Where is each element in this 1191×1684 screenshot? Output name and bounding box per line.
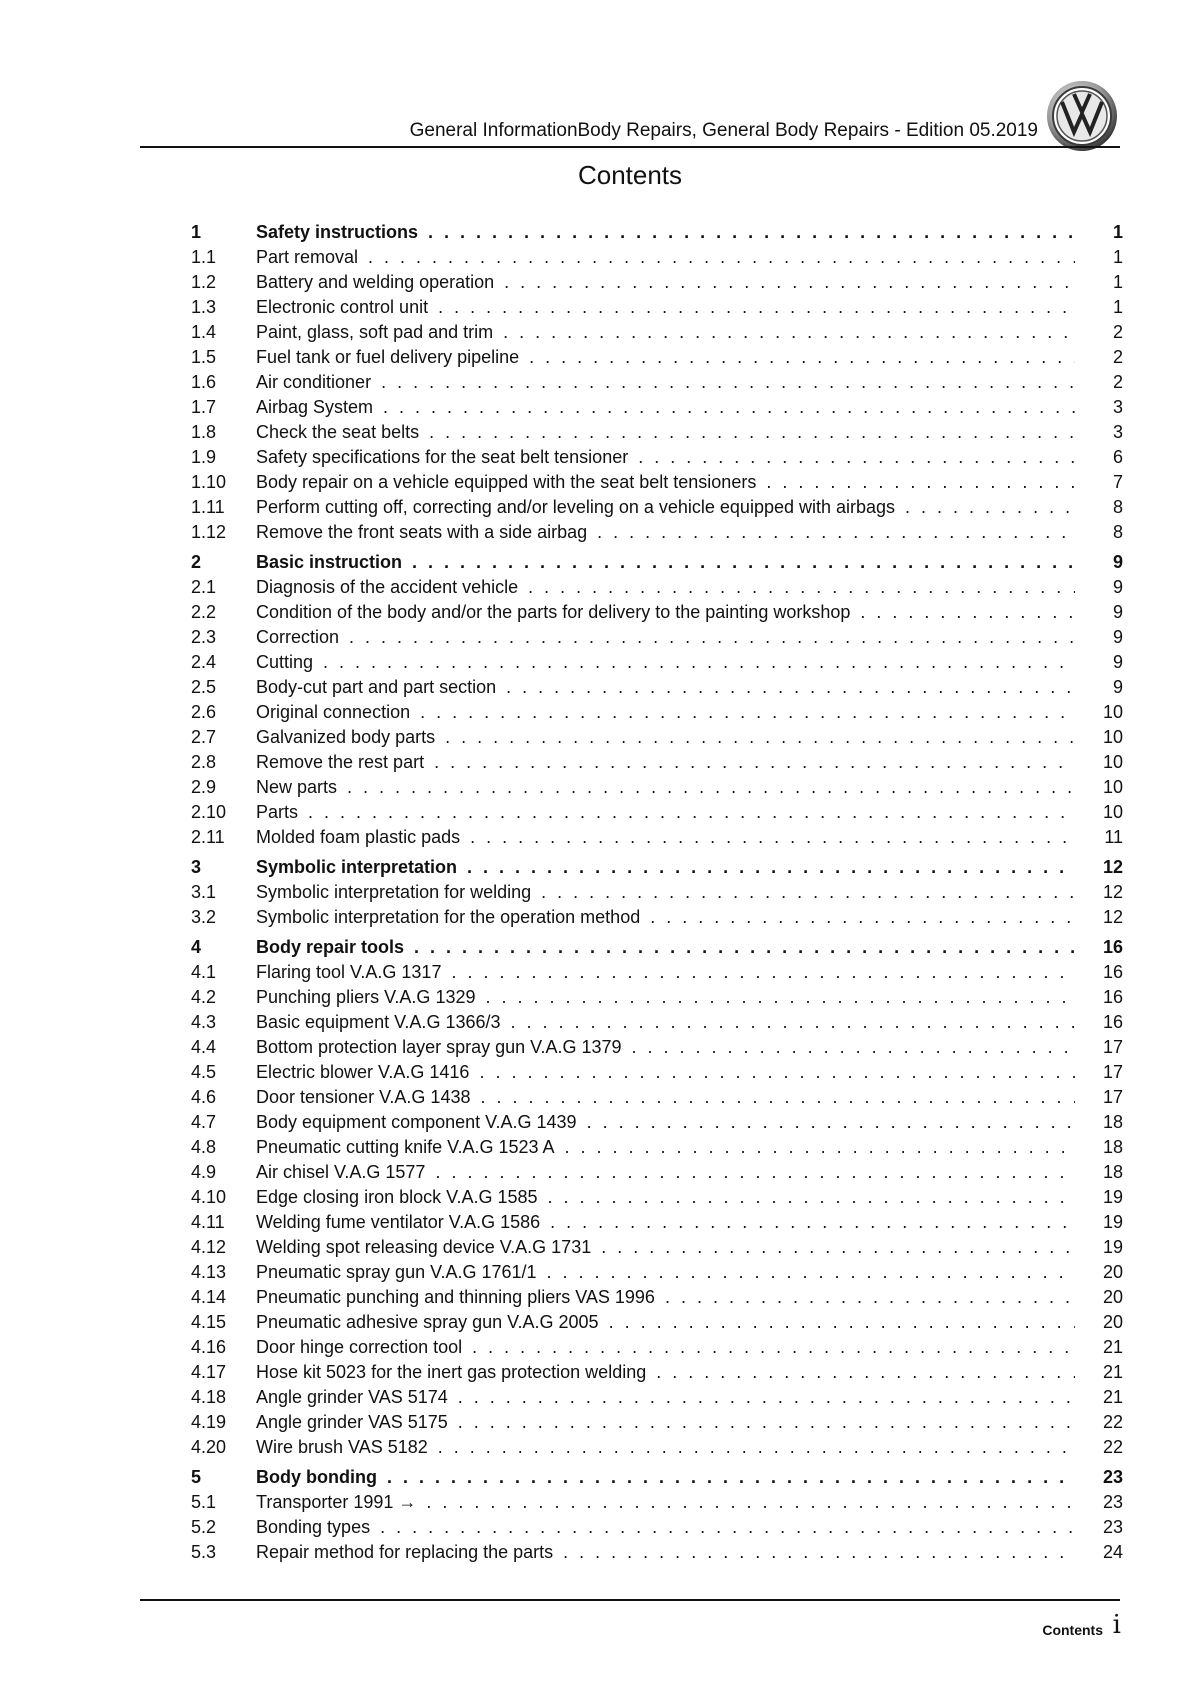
toc-entry-row[interactable] bbox=[191, 985, 1123, 1010]
toc-page-number: 17 bbox=[1102, 1037, 1123, 1057]
toc-entry-title: Pneumatic spray gun V.A.G 1761/1 bbox=[256, 1262, 537, 1282]
toc-page-number: 18 bbox=[1102, 1162, 1123, 1182]
toc-page-number: 16 bbox=[1102, 987, 1123, 1007]
toc-page-number: 1 bbox=[1112, 247, 1123, 267]
toc-entry-title: Diagnosis of the accident vehicle bbox=[256, 577, 519, 597]
toc-entry-row[interactable] bbox=[191, 470, 1123, 495]
toc-dot-leader bbox=[323, 650, 1075, 675]
toc-page-number: 19 bbox=[1102, 1187, 1123, 1207]
toc-entry-title: Bottom protection layer spray gun V.A.G 1379 bbox=[256, 1037, 622, 1057]
toc-entry-title: Airbag System bbox=[256, 397, 374, 417]
toc-dot-leader bbox=[381, 370, 1075, 395]
toc-entry-title: Fuel tank or fuel delivery pipeline bbox=[256, 347, 520, 367]
toc-entry-row[interactable] bbox=[191, 1060, 1123, 1085]
toc-entry-number: 2.11 bbox=[191, 827, 225, 847]
toc-entry-row[interactable] bbox=[191, 600, 1123, 625]
toc-page-number: 1 bbox=[1112, 272, 1123, 292]
toc-page-number: 22 bbox=[1102, 1437, 1123, 1457]
toc-page-number: 23 bbox=[1102, 1492, 1123, 1512]
toc-entry-number: 4 bbox=[191, 937, 202, 957]
toc-dot-leader bbox=[766, 470, 1075, 495]
toc-entry-number: 4.8 bbox=[191, 1137, 217, 1157]
toc-entry-number: 4.20 bbox=[191, 1437, 227, 1457]
toc-dot-leader bbox=[470, 825, 1075, 850]
toc-entry-number: 4.12 bbox=[191, 1237, 227, 1257]
toc-dot-leader bbox=[504, 270, 1075, 295]
toc-dot-leader bbox=[451, 960, 1075, 985]
toc-dot-leader bbox=[438, 295, 1075, 320]
toc-entry-title: Symbolic interpretation for welding bbox=[256, 882, 532, 902]
toc-entry-number: 2.5 bbox=[191, 677, 217, 697]
toc-entry-number: 4.14 bbox=[191, 1287, 227, 1307]
toc-entry-title: Door hinge correction tool bbox=[256, 1337, 463, 1357]
toc-entry-number: 4.3 bbox=[191, 1012, 217, 1032]
toc-dot-leader bbox=[541, 880, 1075, 905]
toc-entry-title: Perform cutting off, correcting and/or leveling on a vehicle equipped with airbags bbox=[256, 497, 896, 517]
toc-entry-number: 2.10 bbox=[191, 802, 227, 822]
toc-entry-number: 4.1 bbox=[191, 962, 217, 982]
toc-page-number: 10 bbox=[1102, 702, 1123, 722]
toc-entry-number: 4.10 bbox=[191, 1187, 227, 1207]
toc-dot-leader bbox=[426, 1490, 1075, 1515]
toc-page-number: 17 bbox=[1102, 1062, 1123, 1082]
toc-entry-number: 5 bbox=[191, 1467, 202, 1487]
toc-dot-leader bbox=[368, 245, 1075, 270]
toc-entry-title: Pneumatic punching and thinning pliers VAS 1996 bbox=[256, 1287, 655, 1307]
page-title: Contents bbox=[577, 160, 683, 190]
toc-entry-number: 5.2 bbox=[191, 1517, 217, 1537]
toc-entry-row[interactable] bbox=[191, 520, 1123, 545]
toc-entry-row[interactable] bbox=[191, 625, 1123, 650]
toc-dot-leader bbox=[347, 775, 1075, 800]
toc-dot-leader bbox=[656, 1360, 1075, 1385]
toc-entry-title: Basic instruction bbox=[256, 552, 403, 572]
toc-entry-title: Body repair on a vehicle equipped with the seat belt tensioners bbox=[256, 472, 757, 492]
toc-dot-leader bbox=[445, 725, 1075, 750]
toc-dot-leader bbox=[458, 1410, 1075, 1435]
toc-entry-number: 1.3 bbox=[191, 297, 217, 317]
toc-entry-title: Symbolic interpretation for the operation method bbox=[256, 907, 641, 927]
toc-dot-leader bbox=[550, 1210, 1075, 1235]
toc-entry-row[interactable] bbox=[191, 825, 1123, 850]
toc-entry-number: 1.1 bbox=[191, 247, 217, 267]
toc-entry-row[interactable] bbox=[191, 650, 1123, 675]
toc-page-number: 11 bbox=[1104, 827, 1123, 847]
toc-entry-number: 1.7 bbox=[191, 397, 217, 417]
toc-entry-title: Body equipment component V.A.G 1439 bbox=[256, 1112, 577, 1132]
toc-page-number: 12 bbox=[1102, 857, 1123, 877]
toc-entry-number: 1.11 bbox=[191, 497, 225, 517]
toc-page-number: 8 bbox=[1112, 497, 1123, 517]
toc-entry-number: 2.1 bbox=[191, 577, 217, 597]
toc-page-number: 21 bbox=[1102, 1387, 1123, 1407]
toc-entry-row[interactable] bbox=[191, 960, 1123, 985]
toc-dot-leader bbox=[650, 905, 1075, 930]
toc-dot-leader bbox=[860, 600, 1075, 625]
toc-dot-leader bbox=[349, 625, 1075, 650]
toc-entry-title: Body bonding bbox=[256, 1467, 377, 1487]
toc-page-number: 9 bbox=[1112, 552, 1123, 572]
toc-entry-row[interactable] bbox=[191, 1035, 1123, 1060]
toc-entry-title: Condition of the body and/or the parts for delivery to the painting workshop bbox=[256, 602, 851, 622]
toc-entry-number: 1 bbox=[191, 222, 202, 242]
toc-dot-leader bbox=[587, 1110, 1075, 1135]
toc-dot-leader bbox=[479, 1060, 1075, 1085]
toc-entry-row[interactable] bbox=[191, 675, 1123, 700]
toc-entry-number: 4.18 bbox=[191, 1387, 227, 1407]
toc-entry-number: 2.6 bbox=[191, 702, 217, 722]
toc-entry-row[interactable] bbox=[191, 1515, 1123, 1540]
toc-entry-row[interactable] bbox=[191, 700, 1123, 725]
toc-dot-leader bbox=[609, 1310, 1075, 1335]
toc-page-number: 9 bbox=[1112, 677, 1123, 697]
toc-page-number: 21 bbox=[1102, 1337, 1123, 1357]
toc-entry-title: Pneumatic cutting knife V.A.G 1523 A bbox=[256, 1137, 555, 1157]
toc-entry-number: 1.6 bbox=[191, 372, 217, 392]
toc-dot-leader bbox=[387, 1465, 1075, 1490]
toc-chapter-row[interactable] bbox=[191, 855, 1123, 880]
toc-page-number: 17 bbox=[1102, 1087, 1123, 1107]
toc-dot-leader bbox=[429, 420, 1075, 445]
toc-entry-row[interactable] bbox=[191, 1235, 1123, 1260]
toc-entry-row[interactable] bbox=[191, 1210, 1123, 1235]
toc-entry-row[interactable] bbox=[191, 1085, 1123, 1110]
toc-entry-title: Paint, glass, soft pad and trim bbox=[256, 322, 494, 342]
toc-entry-number: 1.2 bbox=[191, 272, 217, 292]
toc-dot-leader bbox=[563, 1540, 1075, 1565]
toc-entry-row[interactable] bbox=[191, 1310, 1123, 1335]
toc-chapter-row[interactable] bbox=[191, 550, 1123, 575]
toc-entry-number: 2.9 bbox=[191, 777, 217, 797]
toc-entry-row[interactable] bbox=[191, 1110, 1123, 1135]
toc-entry-number: 4.4 bbox=[191, 1037, 217, 1057]
toc-entry-row[interactable] bbox=[191, 495, 1123, 520]
toc-page-number: 23 bbox=[1102, 1467, 1123, 1487]
toc-page-number: 18 bbox=[1102, 1137, 1123, 1157]
toc-entry-row[interactable] bbox=[191, 1260, 1123, 1285]
document-header: General InformationBody Repairs, General Body Repairs - Edition 05.2019 bbox=[409, 120, 1038, 141]
toc-entry-row[interactable] bbox=[191, 320, 1123, 345]
toc-entry-title: Edge closing iron block V.A.G 1585 bbox=[256, 1187, 538, 1207]
toc-entry-title: Galvanized body parts bbox=[256, 727, 436, 747]
toc-entry-title: Parts bbox=[256, 802, 299, 822]
toc-entry-number: 4.9 bbox=[191, 1162, 217, 1182]
toc-entry-title: Symbolic interpretation bbox=[256, 857, 458, 877]
toc-entry-number: 4.6 bbox=[191, 1087, 217, 1107]
toc-page-number: 20 bbox=[1102, 1262, 1123, 1282]
toc-dot-leader bbox=[529, 345, 1075, 370]
toc-page-number: 22 bbox=[1102, 1412, 1123, 1432]
toc-page-number: 8 bbox=[1112, 522, 1123, 542]
toc-entry-number: 1.12 bbox=[191, 522, 227, 542]
footer-page-number: i bbox=[1112, 1610, 1121, 1640]
toc-entry-number: 2.3 bbox=[191, 627, 217, 647]
toc-dot-leader bbox=[638, 445, 1075, 470]
toc-entry-title: Wire brush VAS 5182 bbox=[256, 1437, 428, 1457]
toc-dot-leader bbox=[905, 495, 1075, 520]
toc-entry-title: Body repair tools bbox=[256, 937, 405, 957]
toc-dot-leader bbox=[308, 800, 1075, 825]
toc-entry-number: 4.2 bbox=[191, 987, 217, 1007]
toc-entry-row[interactable] bbox=[191, 1490, 1123, 1515]
toc-entry-title: Body-cut part and part section bbox=[256, 677, 497, 697]
toc-entry-title: Molded foam plastic pads bbox=[256, 827, 461, 847]
toc-entry-row[interactable] bbox=[191, 1135, 1123, 1160]
toc-entry-number: 1.8 bbox=[191, 422, 217, 442]
toc-page-number: 6 bbox=[1112, 447, 1123, 467]
toc-entry-title: Remove the rest part bbox=[256, 752, 425, 772]
toc-entry-title: Punching pliers V.A.G 1329 bbox=[256, 987, 476, 1007]
toc-entry-number: 4.17 bbox=[191, 1362, 227, 1382]
toc-entry-row[interactable] bbox=[191, 800, 1123, 825]
toc-entry-row[interactable] bbox=[191, 575, 1123, 600]
toc-page-number: 3 bbox=[1112, 422, 1123, 442]
toc-entry-row[interactable] bbox=[191, 905, 1123, 930]
toc-page-number: 16 bbox=[1102, 962, 1123, 982]
toc-page-number: 2 bbox=[1112, 372, 1123, 392]
toc-page-number: 19 bbox=[1102, 1212, 1123, 1232]
toc-dot-leader bbox=[428, 220, 1075, 245]
toc-page-number: 12 bbox=[1102, 882, 1123, 902]
toc-entry-title: Bonding types bbox=[256, 1517, 371, 1537]
toc-entry-number: 3.1 bbox=[191, 882, 217, 902]
toc-entry-number: 3 bbox=[191, 857, 202, 877]
toc-page-number: 9 bbox=[1112, 627, 1123, 647]
toc-dot-leader bbox=[435, 1160, 1075, 1185]
toc-entry-row[interactable] bbox=[191, 1435, 1123, 1460]
toc-dot-leader bbox=[601, 1235, 1075, 1260]
toc-dot-leader bbox=[480, 1085, 1075, 1110]
toc-entry-number: 4.15 bbox=[191, 1312, 227, 1332]
toc-page-number: 10 bbox=[1102, 752, 1123, 772]
toc-dot-leader bbox=[503, 320, 1075, 345]
toc-page-number: 16 bbox=[1102, 1012, 1123, 1032]
footer-divider bbox=[140, 1599, 1120, 1601]
toc-dot-leader bbox=[434, 750, 1075, 775]
toc-dot-leader bbox=[597, 520, 1075, 545]
toc-entry-title: Welding fume ventilator V.A.G 1586 bbox=[256, 1212, 541, 1232]
toc-entry-title: Safety instructions bbox=[256, 222, 419, 242]
toc-entry-row[interactable] bbox=[191, 775, 1123, 800]
toc-entry-number: 5.3 bbox=[191, 1542, 217, 1562]
toc-dot-leader bbox=[472, 1335, 1075, 1360]
toc-dot-leader bbox=[380, 1515, 1075, 1540]
toc-page-number: 10 bbox=[1102, 727, 1123, 747]
toc-entry-row[interactable] bbox=[191, 1410, 1123, 1435]
toc-dot-leader bbox=[420, 700, 1075, 725]
toc-entry-number: 1.4 bbox=[191, 322, 217, 342]
toc-page-number: 23 bbox=[1102, 1517, 1123, 1537]
toc-dot-leader bbox=[506, 675, 1075, 700]
toc-entry-row[interactable] bbox=[191, 1285, 1123, 1310]
toc-entry-row[interactable] bbox=[191, 395, 1123, 420]
toc-entry-row[interactable] bbox=[191, 1540, 1123, 1565]
toc-entry-row[interactable] bbox=[191, 880, 1123, 905]
toc-dot-leader bbox=[458, 1385, 1075, 1410]
toc-chapter-row[interactable] bbox=[191, 935, 1123, 960]
toc-entry-row[interactable] bbox=[191, 370, 1123, 395]
toc-entry-number: 4.19 bbox=[191, 1412, 227, 1432]
toc-entry-title: New parts bbox=[256, 777, 338, 797]
toc-entry-row[interactable] bbox=[191, 1010, 1123, 1035]
toc-entry-number: 1.5 bbox=[191, 347, 217, 367]
toc-entry-number: 1.9 bbox=[191, 447, 217, 467]
toc-entry-row[interactable] bbox=[191, 725, 1123, 750]
toc-entry-title: Check the seat belts bbox=[256, 422, 420, 442]
toc-entry-title: Air conditioner bbox=[256, 372, 372, 392]
toc-entry-title: Flaring tool V.A.G 1317 bbox=[256, 962, 442, 982]
toc-entry-number: 2.8 bbox=[191, 752, 217, 772]
toc-page-number: 9 bbox=[1112, 602, 1123, 622]
toc-entry-row[interactable] bbox=[191, 1160, 1123, 1185]
toc-chapter-row[interactable] bbox=[191, 220, 1123, 245]
toc-entry-row[interactable] bbox=[191, 345, 1123, 370]
toc-entry-row[interactable] bbox=[191, 1360, 1123, 1385]
toc-dot-leader bbox=[511, 1010, 1076, 1035]
header-divider bbox=[140, 146, 1120, 148]
toc-dot-leader bbox=[438, 1435, 1075, 1460]
toc-dot-leader bbox=[632, 1035, 1075, 1060]
toc-entry-row[interactable] bbox=[191, 270, 1123, 295]
toc-page-number: 10 bbox=[1102, 777, 1123, 797]
toc-entry-number: 2.2 bbox=[191, 602, 217, 622]
toc-entry-number: 4.5 bbox=[191, 1062, 217, 1082]
toc-entry-row[interactable] bbox=[191, 1335, 1123, 1360]
toc-entry-title: Electric blower V.A.G 1416 bbox=[256, 1062, 470, 1082]
toc-page-number: 1 bbox=[1112, 297, 1123, 317]
toc-page-number: 21 bbox=[1102, 1362, 1123, 1382]
toc-entry-row[interactable] bbox=[191, 750, 1123, 775]
toc-entry-number: 2 bbox=[191, 552, 202, 572]
toc-page-number: 24 bbox=[1102, 1542, 1123, 1562]
toc-entry-title: Air chisel V.A.G 1577 bbox=[256, 1162, 426, 1182]
toc-dot-leader bbox=[383, 395, 1075, 420]
footer-label: Contents bbox=[1042, 1622, 1103, 1638]
toc-page-number: 10 bbox=[1102, 802, 1123, 822]
toc-entry-title: Angle grinder VAS 5174 bbox=[256, 1387, 448, 1407]
toc-entry-title: Electronic control unit bbox=[256, 297, 429, 317]
toc-page-number: 19 bbox=[1102, 1237, 1123, 1257]
toc-dot-leader bbox=[414, 935, 1075, 960]
toc-page-number: 18 bbox=[1102, 1112, 1123, 1132]
toc-entry-number: 4.11 bbox=[191, 1212, 225, 1232]
toc-dot-leader bbox=[412, 550, 1075, 575]
toc-entry-row[interactable] bbox=[191, 445, 1123, 470]
toc-entry-number: 2.4 bbox=[191, 652, 217, 672]
toc-dot-leader bbox=[485, 985, 1075, 1010]
toc-entry-row[interactable] bbox=[191, 295, 1123, 320]
toc-entry-title: Safety specifications for the seat belt tensioner bbox=[256, 447, 629, 467]
toc-entry-title: Remove the front seats with a side airbag bbox=[256, 522, 588, 542]
toc-entry-title: Hose kit 5023 for the inert gas protection welding bbox=[256, 1362, 647, 1382]
toc-dot-leader bbox=[548, 1185, 1075, 1210]
toc-entry-number: 3.2 bbox=[191, 907, 217, 927]
toc-entry-title: Door tensioner V.A.G 1438 bbox=[256, 1087, 471, 1107]
toc-entry-title: Angle grinder VAS 5175 bbox=[256, 1412, 448, 1432]
toc-entry-row[interactable] bbox=[191, 420, 1123, 445]
toc-entry-row[interactable] bbox=[191, 1385, 1123, 1410]
toc-entry-number: 1.10 bbox=[191, 472, 227, 492]
toc-entry-title: Original connection bbox=[256, 702, 411, 722]
toc-entry-title: Part removal bbox=[256, 247, 359, 267]
toc-dot-leader bbox=[467, 855, 1075, 880]
toc-dot-leader bbox=[565, 1135, 1075, 1160]
toc-entry-number: 4.13 bbox=[191, 1262, 227, 1282]
toc-entry-title: Basic equipment V.A.G 1366/3 bbox=[256, 1012, 501, 1032]
toc-entry-number: 4.7 bbox=[191, 1112, 217, 1132]
toc-page-number: 20 bbox=[1102, 1312, 1123, 1332]
toc-page-number: 7 bbox=[1112, 472, 1123, 492]
toc-entry-row[interactable] bbox=[191, 1185, 1123, 1210]
toc-page-number: 2 bbox=[1112, 322, 1123, 342]
toc-page-number: 20 bbox=[1102, 1287, 1123, 1307]
toc-page-number: 3 bbox=[1112, 397, 1123, 417]
toc-entry-title: Repair method for replacing the parts bbox=[256, 1542, 554, 1562]
toc-page-number: 16 bbox=[1102, 937, 1123, 957]
toc-dot-leader bbox=[528, 575, 1075, 600]
toc-entry-title: Battery and welding operation bbox=[256, 272, 495, 292]
toc-page-number: 1 bbox=[1112, 222, 1123, 242]
toc-page-number: 2 bbox=[1112, 347, 1123, 367]
toc-entry-number: 2.7 bbox=[191, 727, 217, 747]
toc-page-number: 12 bbox=[1102, 907, 1123, 927]
toc-entry-title: Cutting bbox=[256, 652, 314, 672]
toc-entry-number: 4.16 bbox=[191, 1337, 227, 1357]
toc-entry-number: 5.1 bbox=[191, 1492, 217, 1512]
toc-dot-leader bbox=[665, 1285, 1075, 1310]
vw-logo-icon bbox=[1046, 80, 1118, 152]
toc-dot-leader bbox=[547, 1260, 1075, 1285]
toc-entry-row[interactable] bbox=[191, 245, 1123, 270]
toc-chapter-row[interactable] bbox=[191, 1465, 1123, 1490]
toc-page-number: 9 bbox=[1112, 577, 1123, 597]
toc-entry-title: Correction bbox=[256, 627, 340, 647]
toc-entry-title: Transporter 1991 → bbox=[256, 1492, 417, 1512]
toc-entry-title: Welding spot releasing device V.A.G 1731 bbox=[256, 1237, 592, 1257]
table-of-contents bbox=[191, 220, 1123, 1565]
toc-entry-title: Pneumatic adhesive spray gun V.A.G 2005 bbox=[256, 1312, 599, 1332]
toc-page-number: 9 bbox=[1112, 652, 1123, 672]
